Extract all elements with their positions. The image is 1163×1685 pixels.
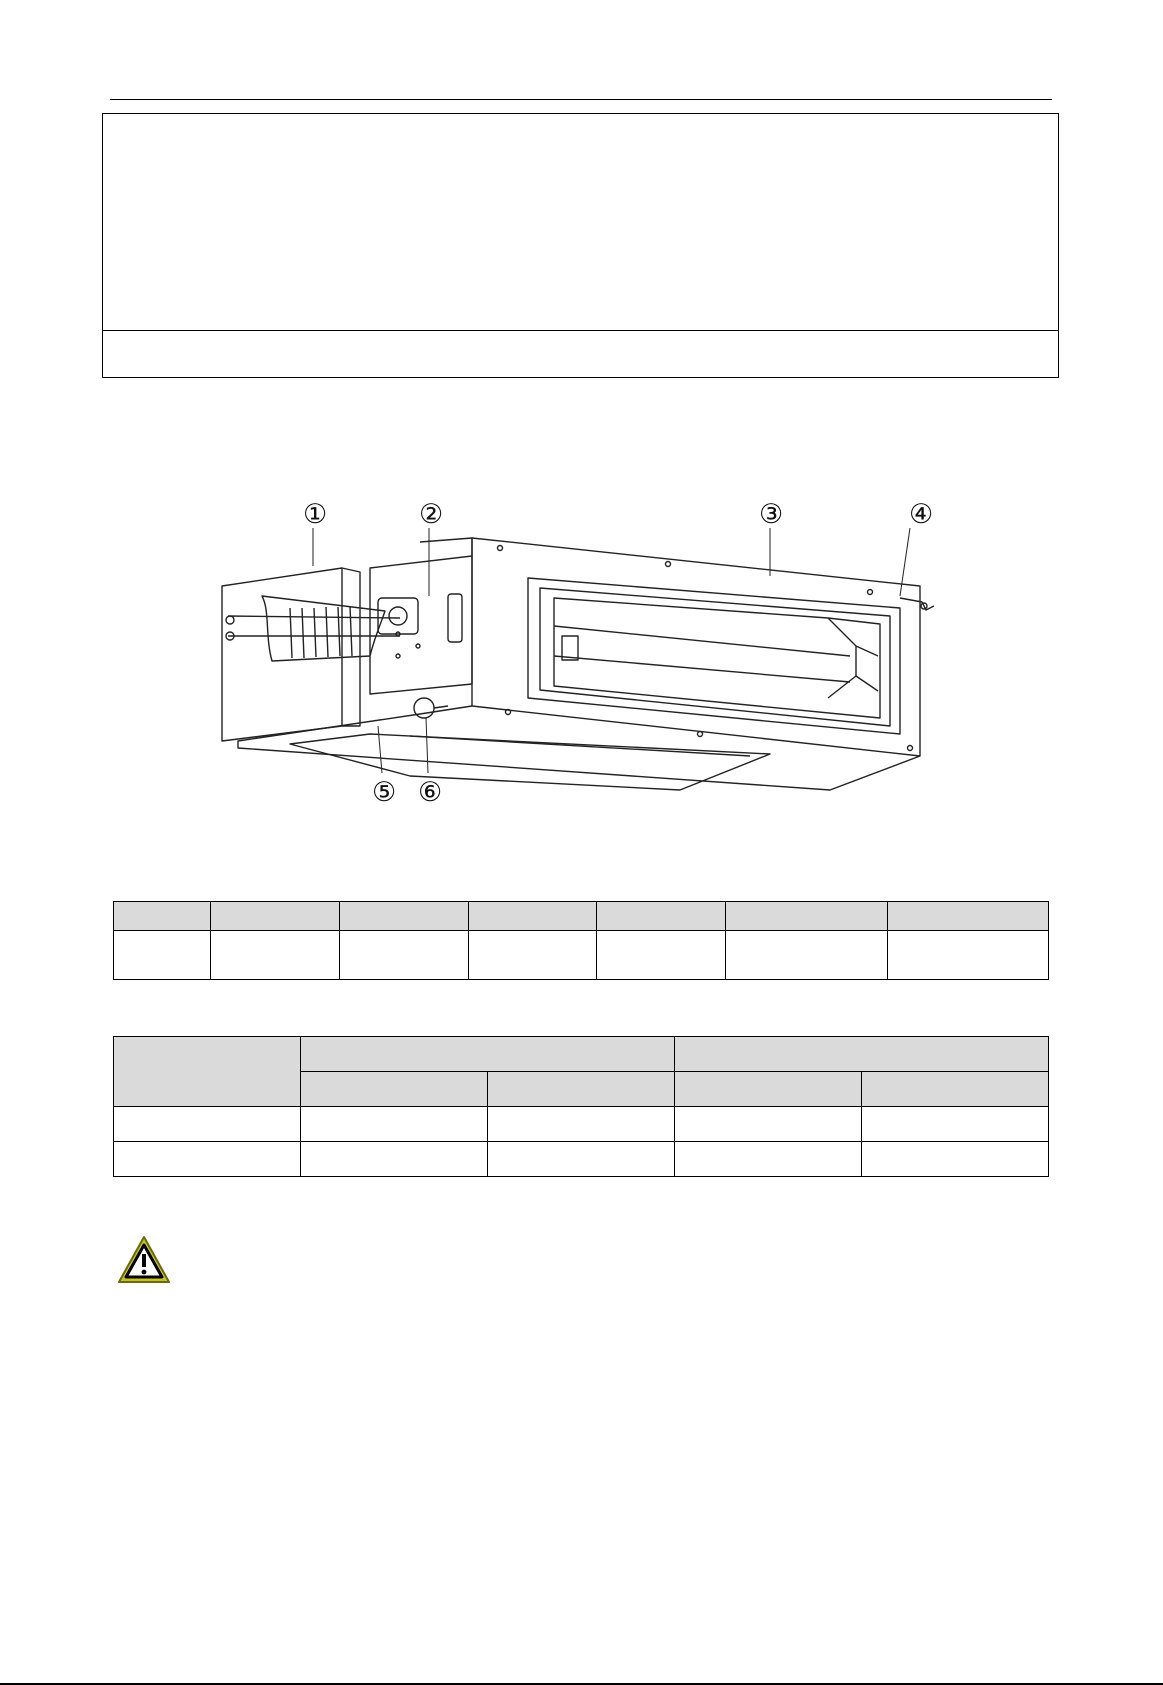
table-header-cell (211, 902, 340, 931)
callout-1: ① (303, 499, 328, 530)
callout-2: ② (419, 499, 444, 530)
table-header-group (301, 1037, 675, 1072)
table-cell (888, 931, 1049, 980)
table-cell (114, 1142, 301, 1177)
hanger-bracket (900, 598, 934, 610)
table-header-cell (675, 1072, 862, 1107)
table-header-cell (488, 1072, 675, 1107)
callout-3: ③ (759, 499, 784, 530)
note-box (102, 113, 1059, 378)
header-rule (110, 99, 1052, 100)
dimensions-table (113, 1036, 1049, 1177)
table-row (114, 1142, 1049, 1177)
table-header-cell (301, 1072, 488, 1107)
drain-outlet (414, 698, 434, 718)
table-cell (862, 1107, 1049, 1142)
table-header-cell (726, 902, 888, 931)
electric-box (222, 568, 342, 741)
table-cell (114, 1107, 301, 1142)
note-box-divider (103, 330, 1058, 331)
unit-illustration (210, 486, 950, 854)
callout-4: ④ (909, 499, 934, 530)
table-cell (340, 931, 469, 980)
table-row (114, 1107, 1049, 1142)
callout-6: ⑥ (418, 777, 443, 808)
table-header-cell (340, 902, 469, 931)
table-header-cell (888, 902, 1049, 931)
table-cell (726, 931, 888, 980)
table-header-cell (114, 1037, 301, 1107)
table-header-cell (597, 902, 726, 931)
warning-triangle-icon (116, 1234, 172, 1286)
dimensions-table-header-row (114, 1037, 1049, 1072)
table-cell (469, 931, 597, 980)
table-row (114, 931, 1049, 980)
parts-table (113, 901, 1049, 980)
parts-table-header-row (114, 902, 1049, 931)
table-cell (488, 1107, 675, 1142)
table-header-cell (862, 1072, 1049, 1107)
callout-5: ⑤ (372, 777, 397, 808)
table-cell (862, 1142, 1049, 1177)
table-cell (597, 931, 726, 980)
table-cell (675, 1142, 862, 1177)
connection-plate (370, 556, 472, 694)
table-cell (114, 931, 211, 980)
table-cell (675, 1107, 862, 1142)
table-cell (211, 931, 340, 980)
table-cell (301, 1142, 488, 1177)
table-cell (301, 1107, 488, 1142)
table-header-cell (114, 902, 211, 931)
table-header-group (675, 1037, 1049, 1072)
table-header-cell (469, 902, 597, 931)
table-cell (488, 1142, 675, 1177)
main-housing (472, 538, 920, 756)
